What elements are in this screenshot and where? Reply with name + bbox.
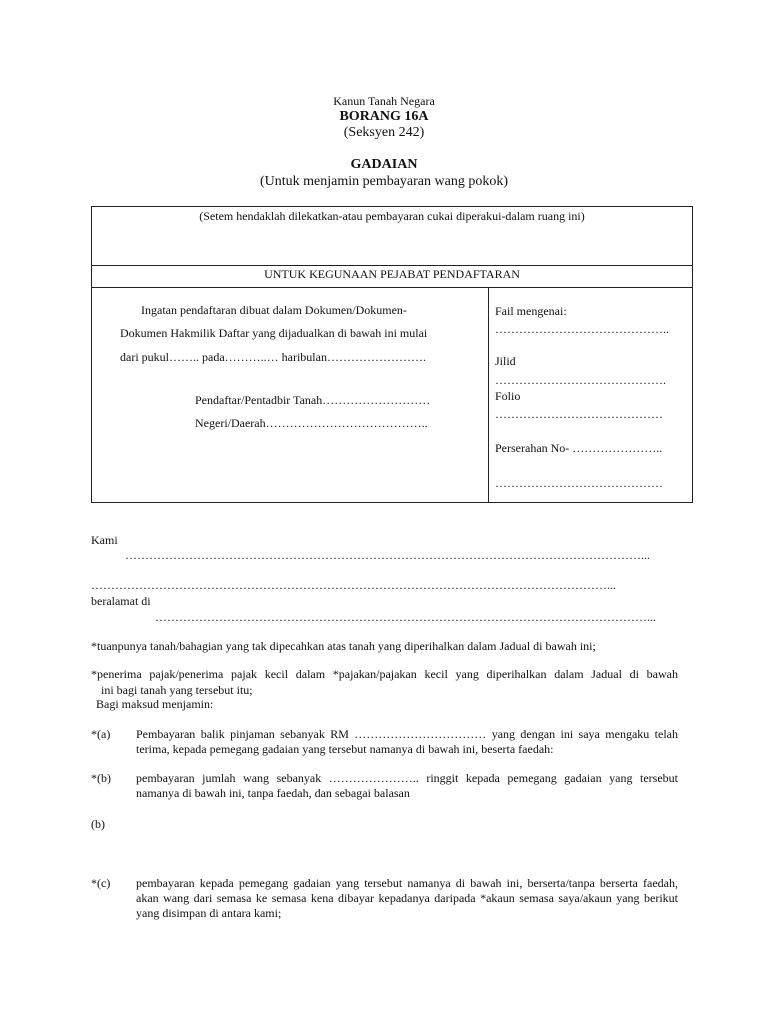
clause-b2-label: (b) (91, 817, 105, 831)
registration-text-line2: Dokumen Hakmilik Daftar yang dijadualkan di bawah ini mulai (120, 326, 428, 340)
act-name: Kanun Tanah Negara (333, 94, 435, 108)
stamp-note: (Setem hendaklah dilekatkan-atau pembayaran cukai diperakui-dalam ruang ini) (199, 209, 585, 223)
divider-2 (92, 287, 692, 288)
serahan-dots: …………………………………… (495, 476, 663, 490)
clause-owner: *tuanpunya tanah/bahagian yang tak dipecahkan atas tanah yang diperihalkan dalam Jadual di bawah ini; (91, 639, 596, 653)
purpose-heading: Bagi maksud menjamin: (96, 697, 214, 711)
registration-text-line1: Ingatan pendaftaran dibuat dalam Dokumen/Dokumen- (141, 303, 407, 317)
clause-c-text: pembayaran kepada pemegang gadaian yang tersebut namanya di bawah ini, berserta/tanpa berserta faedah, akan wang dari semasa ke semasa kena dibayar kepadanya daripada *akaun semasa saya/akaun yang berikut yang disimpan di antara kami; (136, 876, 678, 920)
form-subtitle: (Untuk menjamin pembayaran wang pokok) (259, 174, 509, 189)
clause-a-label: *(a) (91, 727, 111, 741)
kami-label: Kami (91, 533, 118, 547)
clause-lessee-line2: ini bagi tanah yang tersebut itu; (101, 683, 253, 697)
section-reference: (Seksyen 242) (343, 125, 425, 140)
office-heading: UNTUK KEGUNAAN PEJABAT PENDAFTARAN (264, 267, 520, 281)
kami-dots-2: …………………………………………………………………………………………………………………... (91, 578, 616, 592)
jilid-label: Jilid (495, 354, 516, 368)
folio-label: Folio (495, 389, 521, 403)
file-dots: …………………………………….. (495, 322, 669, 336)
column-divider (488, 287, 489, 502)
form-title: GADAIAN (350, 157, 418, 172)
clause-a-text: Pembayaran balik pinjaman sebanyak RM …………………………… yang dengan ini saya mengaku telah terima, kepada pemegang gadaian yang tersebut namanya di bawah ini, beserta faedah: (136, 727, 678, 756)
state-district-field: Negeri/Daerah………………………………….. (195, 416, 428, 430)
folio-dots: …………………………………… (495, 407, 663, 421)
serahan-field: Perserahan No- ………………….. (495, 441, 663, 455)
file-label: Fail mengenai: (495, 304, 567, 318)
clause-lessee-line1: *penerima pajak/penerima pajak kecil dalam *pajakan/pajakan kecil yang diperihalkan dalam Jadual di bawah (91, 667, 678, 681)
registration-box (91, 206, 693, 503)
registrar-field: Pendaftar/Pentadbir Tanah……………………… (195, 393, 431, 407)
divider-1 (92, 265, 692, 266)
clause-b1-label: *(b) (91, 771, 111, 785)
kami-dots-1: …………………………………………………………………………………………………………………... (125, 548, 650, 562)
registration-text-line3: dari pukul…….. pada………..… haribulan……………………. (120, 350, 426, 364)
form-number: BORANG 16A (339, 109, 429, 124)
jilid-dots: ……………………………………. (495, 373, 666, 387)
alamat-dots: ……………………………………………………………………………………………………………... (155, 610, 656, 624)
clause-b1-text: pembayaran jumlah wang sebanyak ………………….. ringgit kepada pemegang gadaian yang tersebut namanya di bawah ini, tanpa faedah, dan sebagai balasan (136, 771, 678, 800)
clause-c-label: *(c) (91, 876, 111, 890)
alamat-label: beralamat di (91, 594, 151, 608)
